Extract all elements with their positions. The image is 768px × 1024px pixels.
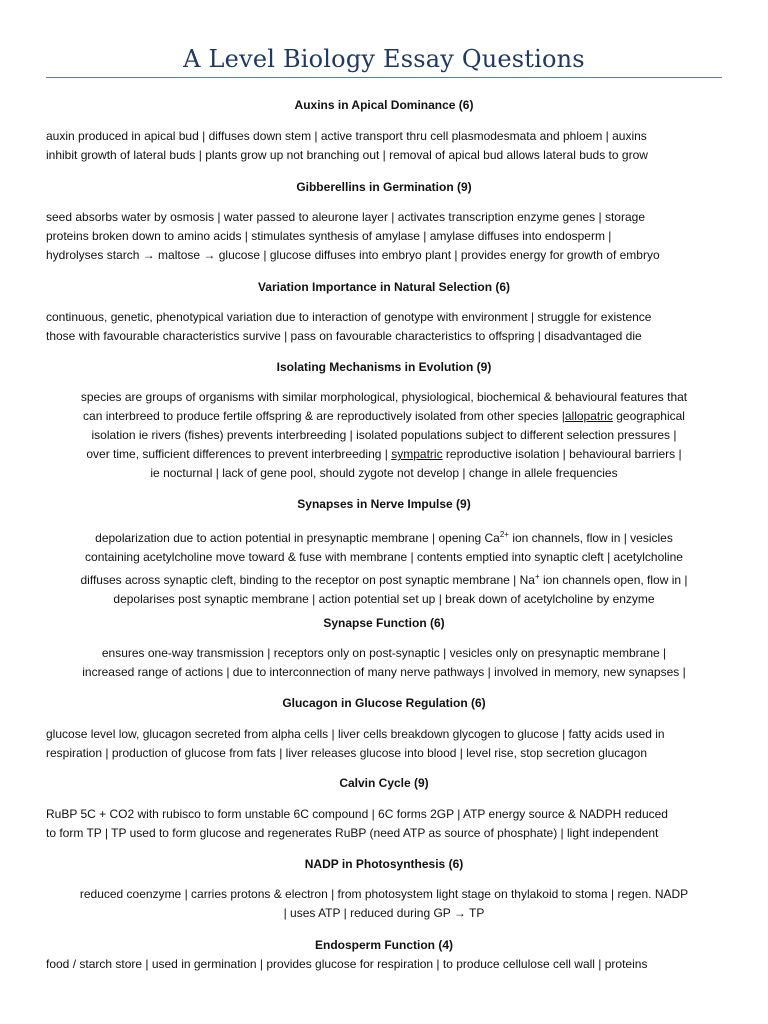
section-heading: Synapse Function (6) bbox=[323, 616, 445, 630]
body-text: over time, sufficient differences to prevent interbreeding | bbox=[86, 447, 388, 461]
body-line bbox=[46, 567, 722, 590]
section-heading: Synapses in Nerve Impulse (9) bbox=[297, 497, 471, 511]
body-line: RuBP 5C + CO2 with rubisco to form unstable 6C compound | 6C forms 2GP | ATP energy source & NADPH reduced bbox=[46, 807, 668, 821]
section-body bbox=[46, 725, 722, 763]
body-line bbox=[46, 445, 722, 464]
section-heading: Glucagon in Glucose Regulation (6) bbox=[282, 696, 486, 710]
body-text: ion channels open, flow in | bbox=[539, 573, 688, 587]
section-heading: Endosperm Function (4) bbox=[315, 938, 453, 952]
section-body bbox=[46, 955, 722, 974]
document-title: A Level Biology Essay Questions bbox=[183, 45, 585, 73]
body-text: reproductive isolation | behavioural barriers | bbox=[442, 447, 682, 461]
body-text: can interbreed to produce fertile offspring & are reproductively isolated from other species | bbox=[83, 409, 565, 423]
body-line: depolarises post synaptic membrane | action potential set up | break down of acetylcholine by enzyme bbox=[113, 592, 655, 606]
body-line bbox=[46, 525, 722, 548]
section-heading: Isolating Mechanisms in Evolution (9) bbox=[276, 360, 492, 374]
body-line: isolation ie rivers (fishes) prevents interbreeding | isolated populations subject to different selection pressures | bbox=[91, 428, 677, 442]
section-heading: Calvin Cycle (9) bbox=[339, 776, 429, 790]
body-text: diffuses across synaptic cleft, binding to the receptor on post synaptic membrane | Na bbox=[80, 573, 535, 587]
body-line: auxin produced in apical bud | diffuses down stem | active transport thru cell plasmodesmata and phloem | auxins bbox=[46, 129, 647, 143]
body-line: | uses ATP | reduced during GP → TP bbox=[283, 906, 485, 920]
body-text: ion channels, flow in | vesicles bbox=[508, 531, 673, 545]
superscript: 2+ bbox=[499, 530, 509, 539]
body-text: depolarization due to action potential in presynaptic membrane | opening Ca bbox=[95, 531, 500, 545]
superscript: + bbox=[534, 572, 540, 581]
body-line: seed absorbs water by osmosis | water passed to aleurone layer | activates transcription enzyme genes | storage bbox=[46, 210, 645, 224]
body-line: those with favourable characteristics survive | pass on favourable characteristics to offspring | disadvantaged die bbox=[46, 329, 642, 343]
section-heading: Auxins in Apical Dominance (6) bbox=[294, 98, 474, 112]
underlined-term: sympatric bbox=[391, 447, 443, 461]
body-line: inhibit growth of lateral buds | plants grow up not branching out | removal of apical bud allows lateral buds to grow bbox=[46, 148, 648, 162]
body-line: ensures one-way transmission | receptors only on post-synaptic | vesicles only on presynaptic membrane | bbox=[101, 646, 667, 660]
section-body bbox=[46, 644, 722, 682]
title-rule bbox=[46, 77, 722, 78]
section-body bbox=[46, 805, 722, 843]
section-heading: Gibberellins in Germination (9) bbox=[296, 180, 472, 194]
body-line: species are groups of organisms with similar morphological, physiological, biochemical & behavioural features that bbox=[80, 390, 688, 404]
section-heading: NADP in Photosynthesis (6) bbox=[304, 857, 464, 871]
body-line: proteins broken down to amino acids | stimulates synthesis of amylase | amylase diffuses into endosperm | bbox=[46, 229, 612, 243]
body-line: hydrolyses starch → maltose → glucose | glucose diffuses into embryo plant | provides energy for growth of embryo bbox=[46, 248, 660, 262]
section-heading: Variation Importance in Natural Selection (6) bbox=[257, 280, 511, 294]
underlined-term: allopatric bbox=[564, 409, 613, 423]
body-line: continuous, genetic, phenotypical variation due to interaction of genotype with environment | struggle for existence bbox=[46, 310, 652, 324]
section-body bbox=[46, 885, 722, 923]
section-body bbox=[46, 525, 722, 609]
body-line: glucose level low, glucagon secreted from alpha cells | liver cells breakdown glycogen to glucose | fatty acids used in bbox=[46, 727, 665, 741]
body-line: food / starch store | used in germination | provides glucose for respiration | to produce cellulose cell wall | proteins bbox=[46, 957, 648, 971]
body-line: ie nocturnal | lack of gene pool, should zygote not develop | change in allele frequencies bbox=[150, 466, 618, 480]
section-body bbox=[46, 388, 722, 483]
body-line bbox=[46, 407, 722, 426]
body-line: respiration | production of glucose from fats | liver releases glucose into blood | level rise, stop secretion glucagon bbox=[46, 746, 648, 760]
body-line: to form TP | TP used to form glucose and regenerates RuBP (need ATP as source of phosphate) | light independent bbox=[46, 826, 659, 840]
section-body bbox=[46, 127, 722, 165]
body-text: geographical bbox=[612, 409, 685, 423]
section-body bbox=[46, 308, 722, 346]
body-line: reduced coenzyme | carries protons & electron | from photosystem light stage on thylakoid to stoma | regen. NADP bbox=[79, 887, 689, 901]
body-line: increased range of actions | due to interconnection of many nerve pathways | involved in memory, new synapses | bbox=[82, 665, 686, 679]
body-line: containing acetylcholine move toward & fuse with membrane | contents emptied into synaptic cleft | acetylcholine bbox=[85, 550, 683, 564]
section-body bbox=[46, 208, 722, 265]
